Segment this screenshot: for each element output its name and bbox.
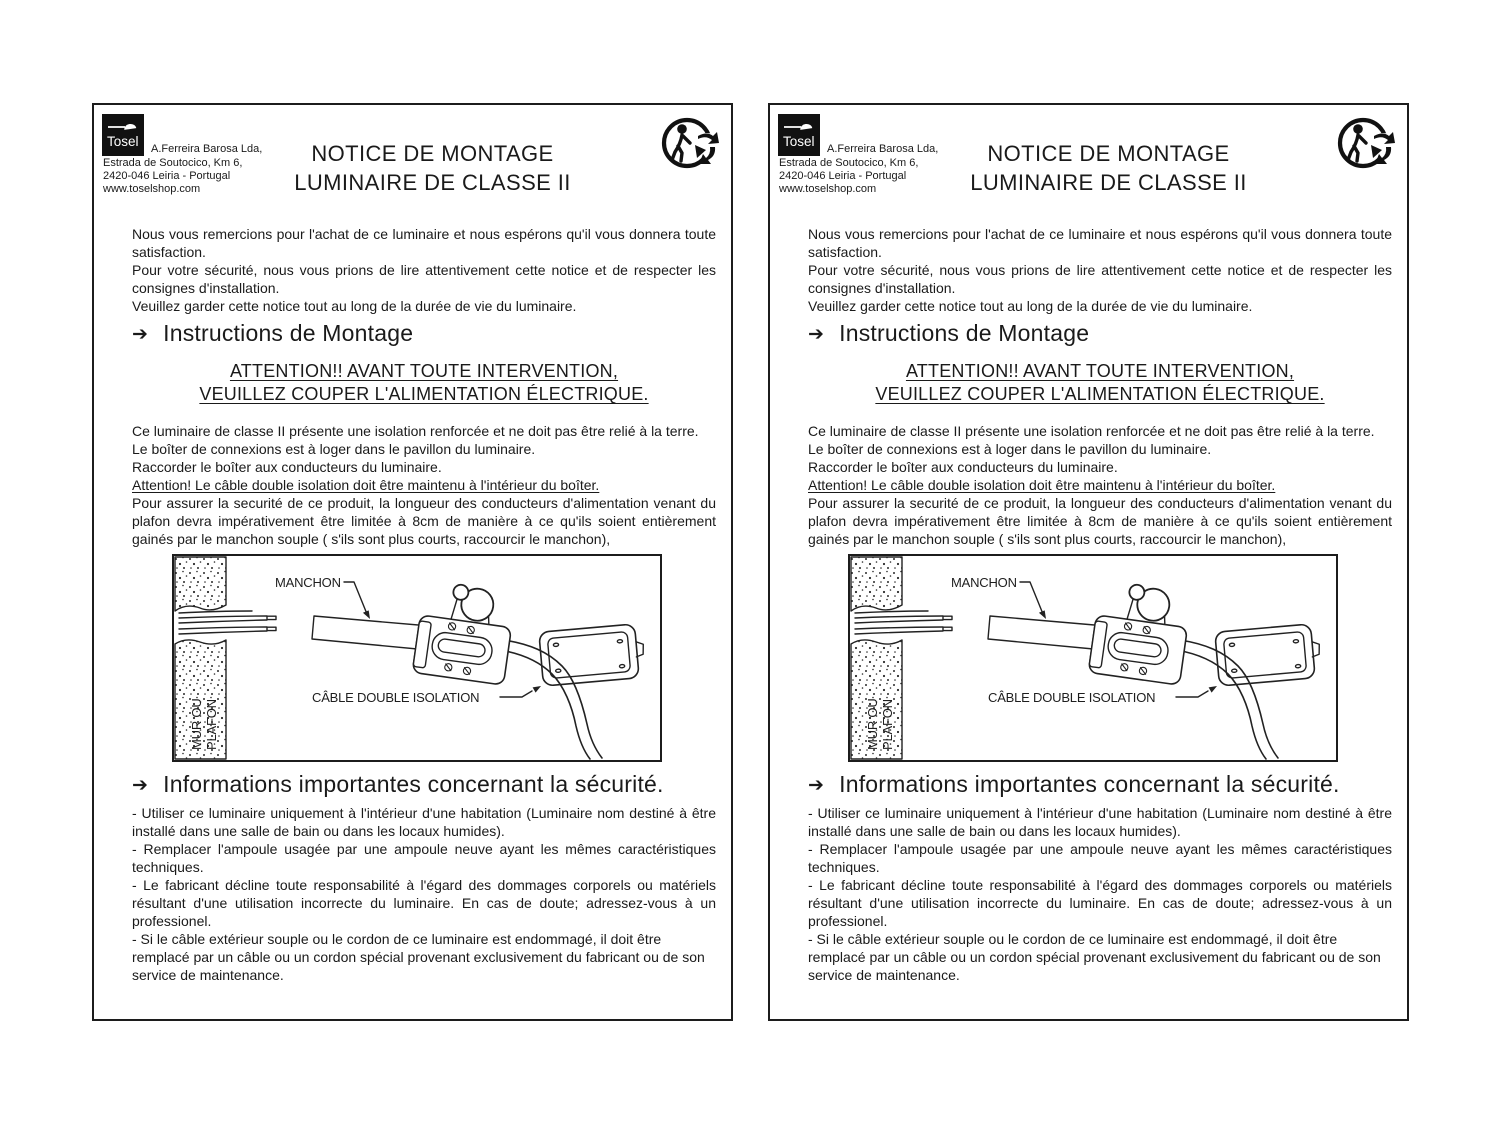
label-plafon: PLAFON bbox=[204, 699, 219, 750]
montage-paragraph: Raccorder le boîter aux conducteurs du luminaire. bbox=[808, 459, 1118, 475]
notice-page bbox=[768, 103, 1409, 1021]
safety-item: - Si le câble extérieur souple ou le cordon de ce luminaire est endommagé, il doit être remplacé par un câble ou un cordon spécial provenant exclusivement du fabricant ou de son service de maintenance. bbox=[132, 931, 705, 983]
montage-paragraph: Le boîter de connexions est à loger dans le pavillon du luminaire. bbox=[132, 441, 536, 457]
warning-line-2: VEUILLEZ COUPER L'ALIMENTATION ÉLECTRIQUE. bbox=[199, 384, 649, 404]
warning-banner bbox=[132, 360, 716, 406]
installation-diagram bbox=[848, 554, 1338, 762]
website-url: www.toselshop.com bbox=[103, 183, 201, 195]
section-heading-montage bbox=[132, 320, 716, 346]
montage-paragraph: Ce luminaire de classe II présente une isolation renforcée et ne doit pas être relié à la terre. bbox=[132, 423, 699, 439]
section-heading-montage bbox=[808, 320, 1392, 346]
label-mur-ou: MUR OU bbox=[189, 698, 204, 750]
tosel-logo bbox=[778, 114, 820, 156]
section-heading-text: Informations importantes concernant la sécurité. bbox=[839, 771, 1340, 797]
address-line-2: 2420-046 Leiria - Portugal bbox=[103, 170, 231, 182]
safety-item: - Utiliser ce luminaire uniquement à l'intérieur d'une habitation (Luminaire nom destiné à être installé dans une salle de bain ou dans les locaux humides). bbox=[808, 805, 1392, 839]
triman-recycling-icon bbox=[1337, 114, 1397, 172]
installation-diagram bbox=[172, 554, 662, 762]
title-line-2: LUMINAIRE DE CLASSE II bbox=[294, 170, 571, 195]
label-manchon: MANCHON bbox=[951, 575, 1017, 590]
title-line-1: NOTICE DE MONTAGE bbox=[987, 141, 1230, 166]
arrow-bullet-icon: ➔ bbox=[808, 324, 825, 345]
warning-line-1: ATTENTION!! AVANT TOUTE INTERVENTION, bbox=[229, 361, 619, 381]
page-left-slot bbox=[92, 103, 733, 1021]
intro-paragraph: Nous vous remercions pour l'achat de ce luminaire et nous espérons qu'il vous donnera toute satisfaction. bbox=[808, 226, 1392, 260]
safety-item: - Utiliser ce luminaire uniquement à l'intérieur d'une habitation (Luminaire nom destiné à être installé dans une salle de bain ou dans les locaux humides). bbox=[132, 805, 716, 839]
montage-paragraphs bbox=[808, 422, 1392, 476]
triman-recycling-icon bbox=[661, 114, 721, 172]
warning-line-2: VEUILLEZ COUPER L'ALIMENTATION ÉLECTRIQUE. bbox=[875, 384, 1325, 404]
attention-note: Attention! Le câble double isolation doit être maintenu à l'intérieur du boîter. bbox=[132, 477, 600, 493]
address-line-1: Estrada de Soutocico, Km 6, bbox=[103, 157, 243, 169]
label-cable-double-isolation: CÂBLE DOUBLE ISOLATION bbox=[312, 690, 480, 705]
arrow-bullet-icon: ➔ bbox=[808, 775, 825, 796]
label-plafon: PLAFON bbox=[880, 699, 895, 750]
document-title bbox=[890, 139, 1327, 197]
montage-paragraph: Pour assurer la securité de ce produit, la longueur des conducteurs d'alimentation venant du plafon devra impérativement être limitée à 8cm de manière à ce qu'ils soient entièrement gainés par le manchon souple ( s'ils sont plus courts, raccourcir le manchon), bbox=[132, 495, 716, 547]
section-heading-text: Instructions de Montage bbox=[163, 320, 414, 346]
section-heading-securite bbox=[808, 771, 1392, 797]
label-cable-double-isolation: CÂBLE DOUBLE ISOLATION bbox=[988, 690, 1156, 705]
montage-paragraph: Raccorder le boîter aux conducteurs du luminaire. bbox=[132, 459, 442, 475]
tosel-logo-text: Tosel bbox=[107, 134, 139, 149]
section-heading-text: Instructions de Montage bbox=[839, 320, 1090, 346]
safety-item: - Si le câble extérieur souple ou le cordon de ce luminaire est endommagé, il doit être remplacé par un câble ou un cordon spécial provenant exclusivement du fabricant ou de son service de maintenance. bbox=[808, 931, 1381, 983]
intro-block bbox=[808, 225, 1392, 315]
safety-item: - Le fabricant décline toute responsabilité à l'égard des dommages corporels ou matériels résultant d'une utilisation incorrecte du luminaire. En cas de doute; adressez-vous à un professionel. bbox=[808, 877, 1392, 929]
tosel-logo bbox=[102, 114, 144, 156]
company-name: A.Ferreira Barosa Lda, bbox=[827, 143, 939, 155]
arrow-bullet-icon: ➔ bbox=[132, 324, 149, 345]
intro-paragraph: Pour votre sécurité, nous vous prions de lire attentivement cette notice et de respecter les consignes d'installation. bbox=[132, 262, 716, 296]
page-body bbox=[770, 225, 1407, 984]
intro-block bbox=[132, 225, 716, 315]
montage-paragraphs bbox=[132, 422, 716, 476]
montage-paragraph: Pour assurer la securité de ce produit, la longueur des conducteurs d'alimentation venant du plafon devra impérativement être limitée à 8cm de manière à ce qu'ils soient entièrement gainés par le manchon souple ( s'ils sont plus courts, raccourcir le manchon), bbox=[808, 495, 1392, 547]
intro-paragraph: Veuillez garder cette notice tout au long de la durée de vie du luminaire. bbox=[132, 298, 577, 314]
title-line-2: LUMINAIRE DE CLASSE II bbox=[970, 170, 1247, 195]
address-line-1: Estrada de Soutocico, Km 6, bbox=[779, 157, 919, 169]
montage-paragraph: Ce luminaire de classe II présente une isolation renforcée et ne doit pas être relié à la terre. bbox=[808, 423, 1375, 439]
montage-paragraph: Le boîter de connexions est à loger dans le pavillon du luminaire. bbox=[808, 441, 1212, 457]
warning-banner bbox=[808, 360, 1392, 406]
intro-paragraph: Veuillez garder cette notice tout au long de la durée de vie du luminaire. bbox=[808, 298, 1253, 314]
page-body bbox=[94, 225, 731, 984]
website-url: www.toselshop.com bbox=[779, 183, 877, 195]
safety-item: - Remplacer l'ampoule usagée par une ampoule neuve ayant les mêmes caractéristiques techniques. bbox=[132, 841, 716, 875]
warning-line-1: ATTENTION!! AVANT TOUTE INTERVENTION, bbox=[905, 361, 1295, 381]
arrow-bullet-icon: ➔ bbox=[132, 775, 149, 796]
page-header bbox=[770, 105, 1407, 205]
document-title bbox=[214, 139, 651, 197]
safety-list bbox=[132, 804, 716, 984]
page-right-slot bbox=[768, 103, 1409, 1021]
safety-list bbox=[808, 804, 1392, 984]
page-header bbox=[94, 105, 731, 205]
label-mur-ou: MUR OU bbox=[865, 698, 880, 750]
label-manchon: MANCHON bbox=[275, 575, 341, 590]
attention-note: Attention! Le câble double isolation doit être maintenu à l'intérieur du boîter. bbox=[808, 477, 1276, 493]
section-heading-text: Informations importantes concernant la sécurité. bbox=[163, 771, 664, 797]
intro-paragraph: Pour votre sécurité, nous vous prions de lire attentivement cette notice et de respecter les consignes d'installation. bbox=[808, 262, 1392, 296]
title-line-1: NOTICE DE MONTAGE bbox=[311, 141, 554, 166]
safety-item: - Remplacer l'ampoule usagée par une ampoule neuve ayant les mêmes caractéristiques techniques. bbox=[808, 841, 1392, 875]
tosel-logo-text: Tosel bbox=[783, 134, 815, 149]
section-heading-securite bbox=[132, 771, 716, 797]
address-line-2: 2420-046 Leiria - Portugal bbox=[779, 170, 907, 182]
company-name: A.Ferreira Barosa Lda, bbox=[151, 143, 263, 155]
safety-item: - Le fabricant décline toute responsabilité à l'égard des dommages corporels ou matériels résultant d'une utilisation incorrecte du luminaire. En cas de doute; adressez-vous à un professionel. bbox=[132, 877, 716, 929]
notice-page bbox=[92, 103, 733, 1021]
intro-paragraph: Nous vous remercions pour l'achat de ce luminaire et nous espérons qu'il vous donnera toute satisfaction. bbox=[132, 226, 716, 260]
